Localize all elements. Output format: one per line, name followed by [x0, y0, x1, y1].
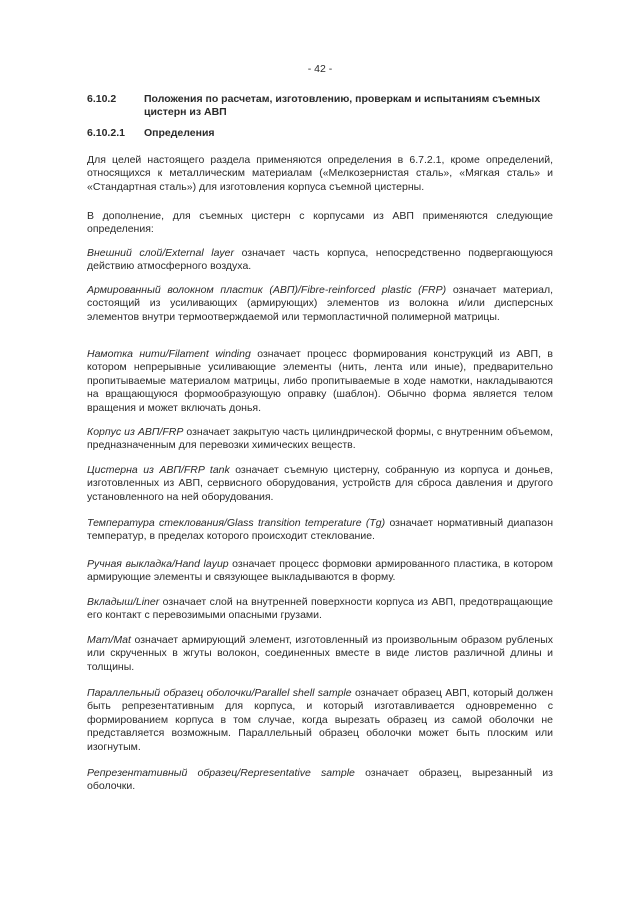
- definition-term: Репрезентативный образец/Representative sample: [87, 767, 355, 779]
- definition-term: Внешний слой/External layer: [87, 247, 234, 259]
- definition-text: означает закрытую часть цилиндрической формы, с внутренним объемом, предназначенным для перевозки химических веществ.: [87, 426, 554, 452]
- definition-text: означает процесс формовки армированного пластика, в котором армирующие элементы и связующее выкладываются в форму.: [87, 558, 553, 584]
- definition-hand-layup: [87, 558, 553, 585]
- definition-frp: [87, 284, 553, 324]
- definition-filament-winding: [87, 348, 553, 415]
- definition-representative-sample: [87, 767, 553, 794]
- definition-text: означает образец АВП, который должен быть репрезентативным для корпуса, и который изготавливается одновременно с формированием корпуса в том случае, когда вырезать образец из самой оболочки не представляется возможным. Параллельный образец оболочки может быть плоским или изогнутым.: [87, 687, 553, 753]
- definition-term: Параллельный образец оболочки/Parallel shell sample: [87, 687, 352, 699]
- intro-paragraph: Для целей настоящего раздела применяются определения в 6.7.2.1, кроме определений, относящихся к металлическим материалам («Мелкозернистая сталь», «Мягкая сталь» и «Стандартная сталь») для изготовления корпуса съемной цистерны.: [87, 154, 553, 193]
- intro-paragraph: В дополнение, для съемных цистерн с корпусами из АВП применяются следующие определения:: [87, 210, 553, 236]
- subsection-number: 6.10.2.1: [87, 127, 125, 139]
- definition-term: Цистерна из АВП/FRP tank: [87, 464, 230, 476]
- definition-term: Намотка нити/Filament winding: [87, 348, 251, 360]
- definition-mat: [87, 634, 553, 674]
- definition-term: Корпус из АВП/FRP: [87, 426, 184, 438]
- definition-text: означает нормативный диапазон температур, в пределах которого происходит стеклование.: [87, 517, 553, 543]
- definition-term: Армированный волокном пластик (АВП)/Fibre-reinforced plastic (FRP): [87, 284, 447, 296]
- definition-text: означает слой на внутренней поверхности корпуса из АВП, предотвращающие его контакт с перевозимыми опасными грузами.: [87, 596, 553, 622]
- definition-text: означает часть корпуса, непосредственно подвергающуюся действию атмосферного воздуха.: [87, 247, 553, 273]
- section-heading: [87, 93, 557, 119]
- definition-term: Ручная выкладка/Hand layup: [87, 558, 229, 570]
- definition-glass-transition: [87, 517, 553, 544]
- page-number: - 42 -: [307, 63, 333, 75]
- definition-text: означает материал, состоящий из усиливающих (армирующих) элементов из волокна и/или дисперсных элементов внутри термоотверждаемой или термопластичной полимерной матрицы.: [87, 284, 554, 323]
- definition-term: Температура стеклования/Glass transition temperature (Tg): [87, 517, 386, 529]
- subsection-heading: [87, 127, 557, 140]
- definition-frp-tank: [87, 464, 553, 504]
- section-title: Положения по расчетам, изготовлению, проверкам и испытаниям съемных цистерн из АВП: [144, 93, 541, 118]
- definition-frp-shell: [87, 426, 553, 453]
- subsection-title: Определения: [144, 127, 215, 139]
- section-number: 6.10.2: [87, 93, 117, 105]
- definition-parallel-shell-sample: [87, 687, 553, 754]
- definition-text: означает армирующий элемент, изготовленный из произвольным образом рубленых или скрученных в жгуты волокон, соединенных вместе в виде листов различной длины и толщины.: [87, 634, 553, 673]
- definition-external-layer: [87, 247, 553, 274]
- definition-term: Вкладыш/Liner: [87, 596, 160, 608]
- definition-liner: [87, 596, 553, 623]
- definition-term: Мат/Mat: [87, 634, 131, 646]
- definition-text: означает съемную цистерну, собранную из корпуса и доньев, изготовленных из АВП, сервисного оборудования, устройств для сброса давления и другого установленного на ней оборудования.: [87, 464, 553, 503]
- definition-text: означает образец, вырезанный из оболочки.: [87, 767, 553, 793]
- definition-text: означает процесс формирования конструкций из АВП, в котором непрерывные усиливающие элементы (нить, лента или иные), предварительно пропитываемые материалом матрицы, либо пропитываемые в ходе намотки, накладываются на вращающуюся формообразующую оправку (шаблон). Обычно форма является телом вращения и может включать донья.: [87, 348, 553, 414]
